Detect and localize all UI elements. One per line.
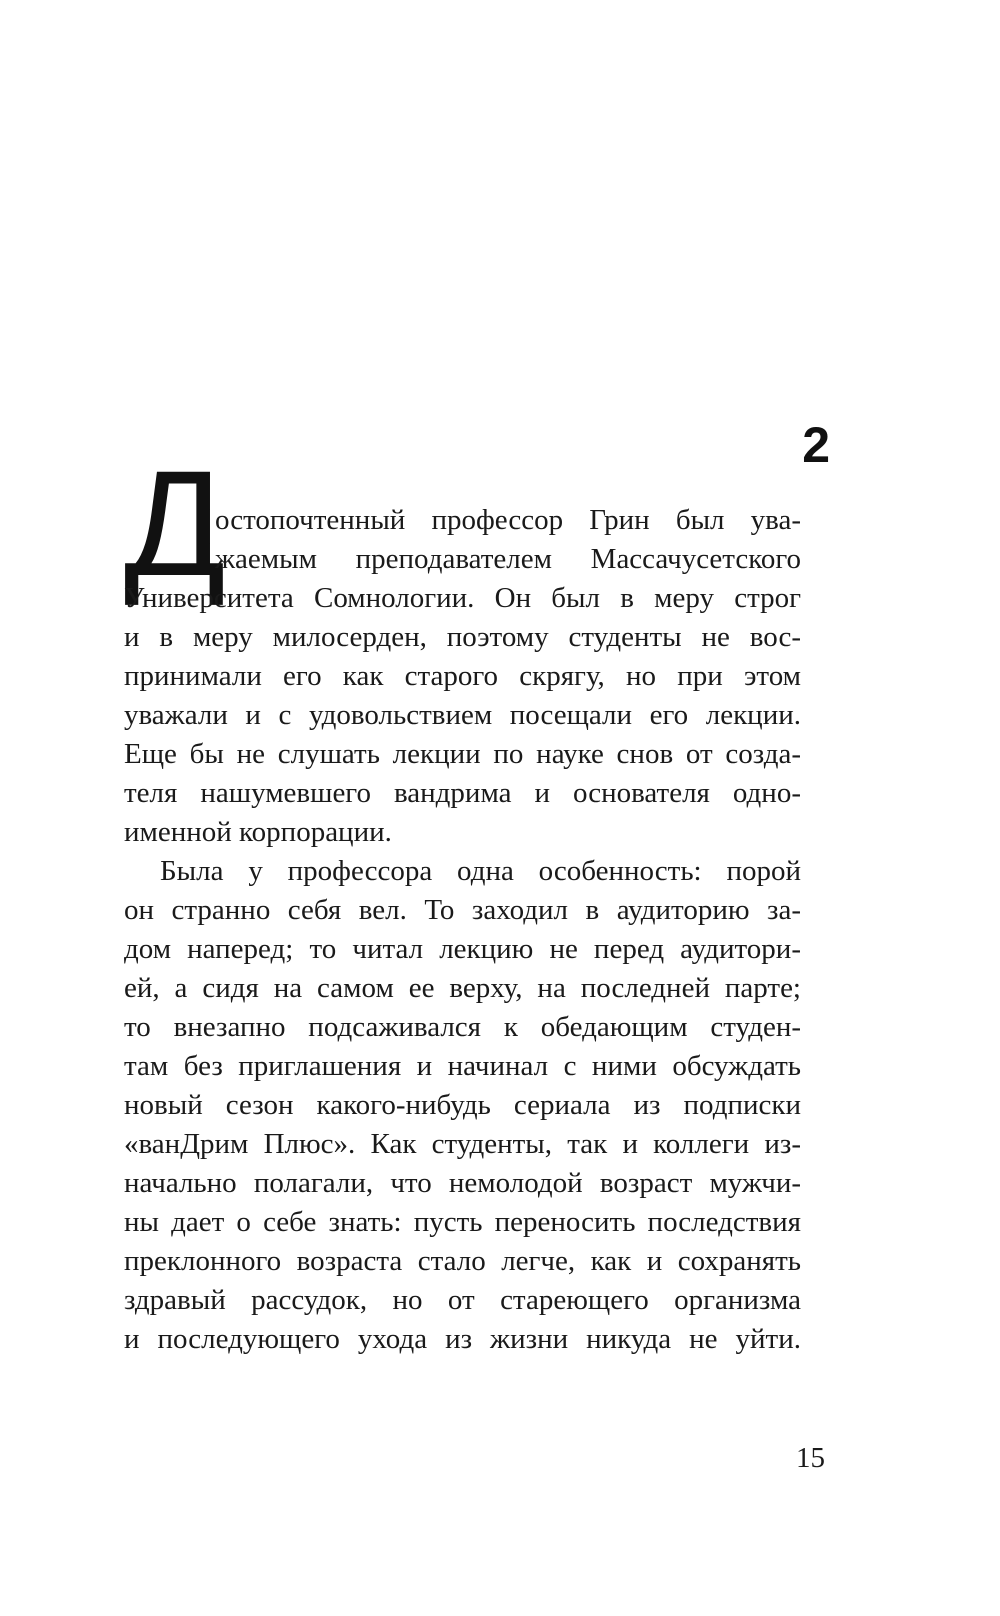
text-line: Была у профессора одна особенность: порой	[160, 855, 801, 887]
text-line: остопочтенный профессор Грин был ува-	[215, 504, 801, 536]
drop-cap: Д	[124, 439, 222, 607]
text-line: новый сезон какого-нибудь сериала из подписки	[124, 1089, 801, 1121]
page-number: 15	[796, 1442, 825, 1474]
text-line: именной корпорации.	[124, 816, 392, 848]
text-line: здравый рассудок, но от стареющего организма	[124, 1284, 801, 1316]
text-line: то внезапно подсаживался к обедающим студен-	[124, 1011, 801, 1043]
text-line: уважали и с удовольствием посещали его лекции.	[124, 699, 801, 731]
text-line: ны дает о себе знать: пусть переносить последствия	[124, 1206, 801, 1238]
text-line: там без приглашения и начинал с ними обсуждать	[124, 1050, 801, 1082]
text-line: Университета Сомнологии. Он был в меру строг	[124, 582, 801, 614]
text-line: Еще бы не слушать лекции по науке снов от созда-	[124, 738, 801, 770]
text-line: «ванДрим Плюс». Как студенты, так и коллеги из-	[124, 1128, 801, 1160]
text-line: теля нашумевшего вандрима и основателя одно-	[124, 777, 801, 809]
text-line: и в меру милосерден, поэтому студенты не вос-	[124, 621, 801, 653]
text-line: жаемым преподавателем Массачусетского	[215, 543, 801, 575]
text-line: и последующего ухода из жизни никуда не уйти.	[124, 1323, 801, 1355]
text-line: начально полагали, что немолодой возраст мужчи-	[124, 1167, 801, 1199]
text-line: принимали его как старого скрягу, но при этом	[124, 660, 801, 692]
text-line: он странно себя вел. То заходил в аудиторию за-	[124, 894, 801, 926]
text-line: ей, а сидя на самом ее верху, на последней парте;	[124, 972, 801, 1004]
text-line: преклонного возраста стало легче, как и сохранять	[124, 1245, 801, 1277]
chapter-number: 2	[802, 417, 830, 473]
text-line: дом наперед; то читал лекцию не перед аудитори-	[124, 933, 801, 965]
